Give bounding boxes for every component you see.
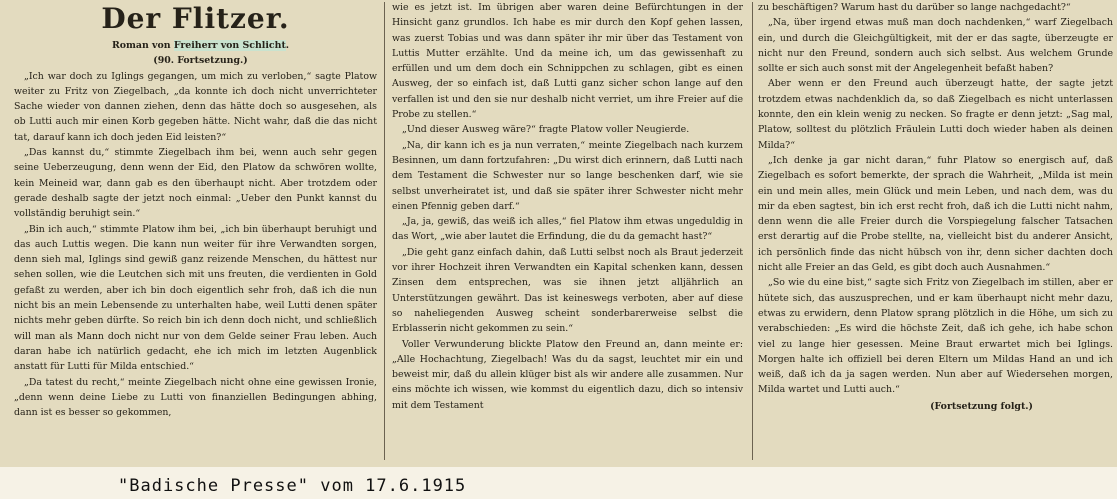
paragraph: „Ich war doch zu Iglings gegangen, um mich zu verloben,“ sagte Platow weiter zu Fritz von Ziegelbach, „da konnte ich doch nicht unverrichteter Sache wieder von dannen ziehen, denn das hätte doch so ausgesehen, als ob Lutti auch mir einen Korb gegeben hätte. Nicht wahr, daß die das nicht tat, darauf kann ich doch jeden Eid leisten?“ bbox=[14, 70, 377, 143]
paragraph: „Bin ich auch,“ stimmte Platow ihm bei, „ich bin überhaupt beruhigt und das auch Luttis wegen. Die kann nun weiter für ihre Verwandten sorgen, denn sieh mal, Iglings sind gewiß ganz reizende Menschen, du hättest nur sehen sollen, wie die Leutchen sich mit uns freuten, die verdienten in Gold gefaßt zu werden, aber ich bin doch eigentlich sehr froh, daß ich die nun nicht bis an mein Lebensende zu unterhalten habe, weil Lutti denen später nichts mehr geben dürfte. So reich bin ich denn doch nicht, und schließlich will man als Mann doch nicht nur von dem Gelde seiner Frau leben. Auch daran habe ich natürlich gedacht, ehe ich mich im letzten Augenblick anstatt für Lutti für Milda entschied.“ bbox=[14, 223, 377, 373]
paragraph: „Na, über irgend etwas muß man doch nachdenken,“ warf Ziegelbach ein, und durch die Gleichgültigkeit, mit der er das sagte, überzeugte er nicht nur den Freund, sondern auch sich selbst. Aus welchem Grunde sollte er sich auch sonst mit der Angelegenheit befaßt haben? bbox=[758, 17, 1113, 75]
article-column-3 bbox=[756, 0, 1117, 462]
paragraph: Aber wenn er den Freund auch überzeugt hatte, der sagte jetzt trotzdem etwas nachdenklich da, so daß Ziegelbach es nicht unterlassen konnte, den ein klein wenig zu necken. So fragte er denn jetzt: „Sag mal, Platow, solltest du plötzlich Fräulein Lutti doch wieder haben als deinen Milda?“ bbox=[758, 78, 1113, 151]
article-column-1 bbox=[4, 0, 381, 462]
paragraph: „Ich denke ja gar nicht daran,“ fuhr Platow so energisch auf, daß Ziegelbach es sofort bemerkte, der sprach die Wahrheit, „Milda ist mein ein und mein alles, mein Glück und mein Leben, und nach dem, was du mir da eben sagtest, bin ich erst recht froh, daß ich die Lutti nicht nahm, denn wenn die alle Freier durch die Vorspiegelung falscher Tatsachen erst derartig auf die Probe stellte, na, vielleicht bist du anderer Ansicht, ich persönlich finde das nicht hübsch von ihr, denn sicher dachten doch nicht alle Freier an das Geld, es gibt doch auch Ausnahmen.“ bbox=[758, 154, 1113, 274]
installment-number: (90. Fortsetzung.) bbox=[153, 55, 248, 67]
paragraph: zu beschäftigen? Warum hast du darüber so lange nachgedacht?“ bbox=[758, 2, 1071, 13]
paragraph: „Na, dir kann ich es ja nun verraten,“ meinte Ziegelbach nach kurzem Besinnen, um dann fortzufahren: „Du wirst dich erinnern, daß Lutti nach dem Testament die Schwester nur so lange beschenken darf, wie sie selbst unverheiratet ist, und daß sie später ihrer Schwester nicht mehr einen Pfennig geben darf.“ bbox=[392, 139, 743, 212]
paragraph: „Und dieser Ausweg wäre?“ fragte Platow voller Neugierde. bbox=[402, 124, 690, 136]
paragraph: wie es jetzt ist. Im übrigen aber waren deine Befürchtungen in der Hinsicht ganz grundlos. Ich habe es mir durch den Kopf gehen lassen, was zuerst Tobias und was dann später ihr mir über das Testament von Luttis Mutter erzählte. Und da meine ich, um das gewissenhaft zu erfüllen und um dem doch ein Schnippchen zu schlagen, gibt es einen Ausweg, der so einfach ist, daß Lutti ganz sicher schon lange auf den verfallen ist und den sie nur deshalb nicht verriet, um ihre Freier auf die Probe zu stellen.“ bbox=[392, 2, 743, 121]
paragraph: „So wie du eine bist,“ sagte sich Fritz von Ziegelbach im stillen, aber er hütete sich, das auszusprechen, und er kam überhaupt nicht mehr dazu, etwas zu erwidern, denn Platow sprang plötzlich in die Höhe, um sich zu verabschieden: „Es wird die höchste Zeit, daß ich gehe, ich habe schon viel zu lange hier gesessen. Meine Braut erwartet mich bei Iglings. Morgen halte ich offiziell bei deren Eltern um Mildas Hand an und ich weiß, daß ich da ja sagen werden. Nun aber auf Wiedersehen morgen, Milda wartet und Lutti auch.“ bbox=[758, 277, 1113, 396]
paragraph: Voller Verwunderung blickte Platow den Freund an, dann meinte er: „Alle Hochachtung, Ziegelbach! Was du da sagst, leuchtet mir ein und beweist mir, daß du allein klüger bist als wir andere alle zusammen. Nur eins möchte ich wissen, wie kommst du eigentlich dazu, dich so intensiv mit dem Testament bbox=[392, 338, 743, 411]
paragraph: „Die geht ganz einfach dahin, daß Lutti selbst noch als Braut jederzeit vor ihrer Hochzeit ihren Verwandten ein Kapital schenken kann, dessen Zinsen dem entsprechen, was sie ihnen jetzt alljährlich an Unterstützungen gewährt. Das ist keineswegs verboten, aber auf diese so naheliegenden Ausweg scheint sonderbarerweise selbst die Erblasserin nicht gekommen zu sein.“ bbox=[392, 246, 743, 335]
byline-prefix: Roman von bbox=[111, 40, 174, 51]
column-rule bbox=[384, 2, 385, 460]
byline-suffix: . bbox=[285, 40, 290, 51]
article-byline bbox=[14, 38, 377, 53]
author-name: Freiherr von Schlicht bbox=[173, 40, 286, 51]
paragraph: „Da tatest du recht,“ meinte Ziegelbach nicht ohne eine gewissen Ironie, „denn wenn deine Liebe zu Lutti von finanziellen Bedingungen abhing, dann ist es besser so gekommen, bbox=[14, 376, 377, 419]
paragraph: „Ja, ja, gewiß, das weiß ich alles,“ fiel Platow ihm etwas ungeduldig in das Wort, „wie aber lautet die Erfindung, die du da gemacht hast?“ bbox=[392, 216, 743, 243]
paragraph: „Das kannst du,“ stimmte Ziegelbach ihm bei, wenn auch sehr gegen seine Ueberzeugung, denn wenn der Eid, den Platow da schwören wollte, kein Meineid war, dann gab es den überhaupt nicht. Aber trotzdem oder gerade deshalb sagte der jetzt noch einmal: „Ueber den Punkt kannst du vollständig beruhigt sein.“ bbox=[14, 147, 377, 220]
continuation-note: (Fortsetzung folgt.) bbox=[930, 400, 1033, 412]
column-rule bbox=[752, 2, 753, 460]
article-column-2 bbox=[388, 0, 749, 462]
article-title: Der Flitzer. bbox=[101, 2, 290, 35]
source-caption: "Badische Presse" vom 17.6.1915 bbox=[118, 476, 467, 496]
